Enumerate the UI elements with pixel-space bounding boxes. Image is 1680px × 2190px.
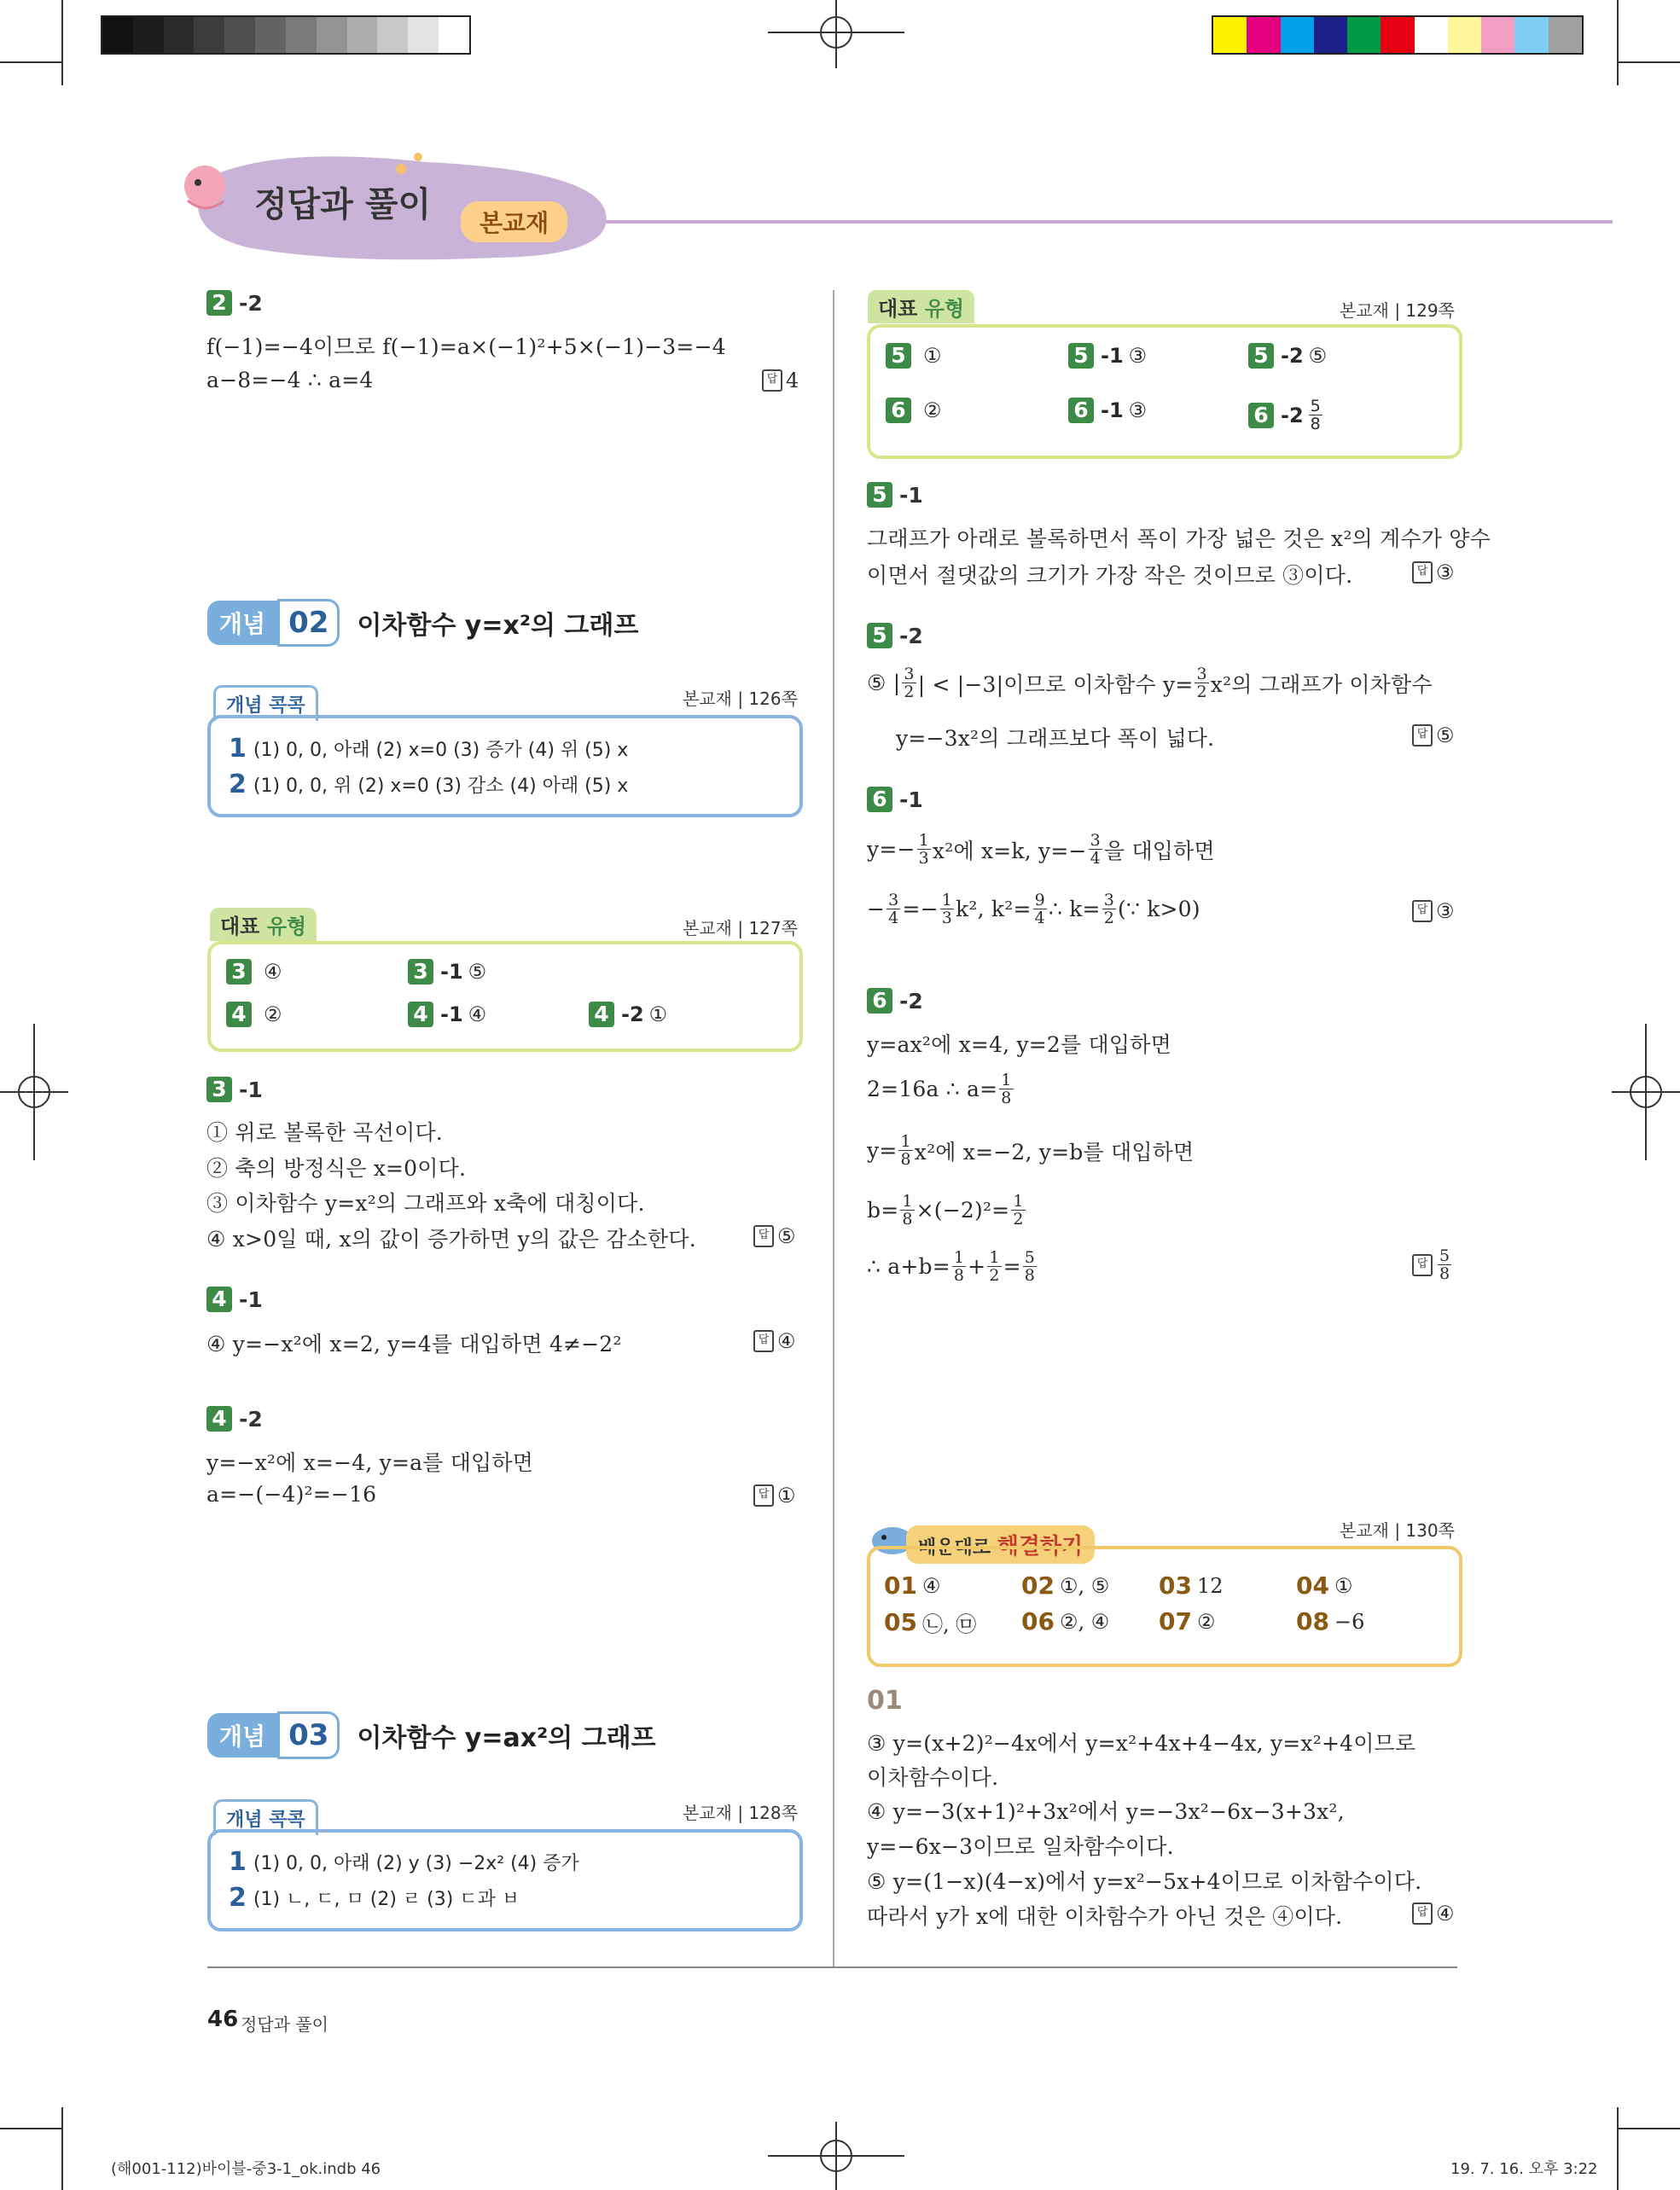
fraction: $\frac{3}{2}$ <box>1196 665 1207 701</box>
review-value: ② <box>1196 1609 1216 1634</box>
registration-mark-bottom <box>768 2122 904 2190</box>
kongkong-box <box>207 715 803 817</box>
review-cell <box>1021 1571 1109 1600</box>
review-cell <box>1021 1607 1109 1635</box>
answer-value: $\frac{5}{8}$ <box>1310 397 1321 433</box>
reference: 본교재 | 126쪽 <box>683 688 798 709</box>
review-cell <box>884 1607 976 1637</box>
solution-line: y=ax²에 x=4, y=2를 대입하면 <box>867 1032 1171 1057</box>
answer-value: ④ <box>777 1329 796 1353</box>
daepyo-tab <box>210 908 317 941</box>
tag-a: 대표 <box>220 915 260 938</box>
solution-line: ⑤ y=(1−x)(4−x)에서 y=x²−5x+4이므로 이차함수이다. <box>867 1869 1422 1894</box>
answer-value: ④ <box>468 1002 487 1026</box>
question-6-2-label <box>867 988 923 1014</box>
question-3-1-label <box>206 1077 263 1102</box>
review-number: 05 <box>884 1608 917 1636</box>
answer <box>753 1224 796 1248</box>
review-number: 06 <box>1021 1607 1055 1635</box>
question-number: 5 <box>867 482 892 508</box>
question-suffix: -1 <box>440 1002 463 1026</box>
answer-icon: 답 <box>762 369 782 392</box>
solution-line: y=−6x−3이므로 일차함수이다. <box>867 1834 1174 1859</box>
question-number: 3 <box>206 1077 232 1102</box>
page-label: 정답과 풀이 <box>241 2014 328 2035</box>
review-value: ②, ④ <box>1059 1609 1110 1634</box>
row-text: (1) 0, 0, 아래 (2) x=0 (3) 증가 (4) 위 (5) x <box>253 740 629 761</box>
answer-value: ⑤ <box>468 960 487 984</box>
crop-mark <box>61 2107 63 2190</box>
question-5-1-label <box>867 482 923 508</box>
daepyo-tab <box>868 290 974 323</box>
answer-value: 4 <box>786 369 799 392</box>
answer-cell <box>1068 398 1147 423</box>
solution-line: y=− $\frac{1}{3}$ x²에 x=k, y=− $\frac{3}{4}$ 을 대입하면 <box>867 831 1215 868</box>
question-number: 5 <box>1068 343 1094 369</box>
answer-icon: 답 <box>1412 1902 1433 1925</box>
review-number: 03 <box>1159 1571 1192 1600</box>
solution-line: 따라서 y가 x에 대한 이차함수가 아닌 것은 ④이다. <box>867 1904 1343 1929</box>
question-suffix: -1 <box>1101 344 1124 368</box>
review-cell <box>1296 1571 1352 1600</box>
question-01-label: 01 <box>867 1686 903 1716</box>
review-value: ①, ⑤ <box>1059 1573 1110 1598</box>
answer-cell <box>886 343 942 369</box>
answer-value: ④ <box>1436 1902 1455 1926</box>
review-cell <box>1296 1607 1364 1635</box>
question-4-1-label <box>206 1287 263 1312</box>
row-text: (1) 0, 0, 아래 (2) y (3) −2x² (4) 증가 <box>253 1853 579 1874</box>
header-title: 정답과 풀이 <box>254 185 432 224</box>
review-value: −6 <box>1334 1609 1365 1634</box>
tag-a: 대표 <box>878 297 918 321</box>
question-number: 4 <box>206 1287 232 1312</box>
reference: 본교재 | 130쪽 <box>1340 1520 1455 1541</box>
solution-line: 이면서 절댓값의 크기가 가장 작은 것이므로 ③이다. <box>867 563 1353 588</box>
kongkong-tab: 개념 콕콕 <box>213 685 318 721</box>
concept-badge: 개념 <box>207 601 277 645</box>
fraction: $\frac{3}{2}$ <box>904 665 915 701</box>
answer <box>1412 1902 1455 1926</box>
header-bar-line <box>512 220 1613 224</box>
answer-cell <box>1248 398 1324 433</box>
row-number: 2 <box>229 770 247 799</box>
crop-mark <box>0 2128 61 2129</box>
answer-value: ③ <box>1128 398 1148 422</box>
row-number: 1 <box>229 734 247 764</box>
daepyo-box <box>867 324 1462 459</box>
answer <box>1412 723 1455 747</box>
question-number: 6 <box>886 398 911 423</box>
question-number: 4 <box>226 1002 252 1027</box>
question-number: 5 <box>886 343 911 369</box>
answer-value: ④ <box>264 960 282 984</box>
concept-number: 02 <box>277 599 340 647</box>
solution-line: 그래프가 아래로 볼록하면서 폭이 가장 넓은 것은 x²의 계수가 양수 <box>867 526 1491 551</box>
answer-value: ① <box>777 1484 796 1507</box>
tag-b: 유형 <box>266 915 307 938</box>
question-suffix: -2 <box>239 290 263 316</box>
solution-line: f(−1)=−4이므로 f(−1)=a×(−1)²+5×(−1)−3=−4 <box>206 334 726 359</box>
question-suffix: -1 <box>899 787 923 812</box>
concept-heading <box>207 599 638 647</box>
question-number: 3 <box>226 959 252 985</box>
concept-badge: 개념 <box>207 1713 277 1757</box>
question-number: 4 <box>589 1002 614 1027</box>
solution-line: a=−(−4)²=−16 <box>206 1482 377 1507</box>
question-4-2-label <box>206 1406 263 1432</box>
answer-cell <box>589 1002 667 1027</box>
file-name: (해001-112)바이블-중3-1_ok.indb 46 <box>111 2160 381 2178</box>
answer-value: ① <box>648 1002 668 1026</box>
question-suffix: -1 <box>899 482 923 508</box>
solution-line: ① 위로 볼록한 곡선이다. <box>206 1120 443 1145</box>
solution-line: ④ y=−3(x+1)²+3x²에서 y=−3x²−6x−3+3x², <box>867 1799 1345 1824</box>
crop-mark <box>61 0 63 85</box>
crop-mark <box>1617 2107 1619 2190</box>
solution-line: ∴ a+b= $\frac{1}{8}$ + $\frac{1}{2}$ = $\frac{5}{8}$ <box>867 1248 1036 1285</box>
kongkong-row <box>229 734 628 764</box>
answer-cell <box>1068 343 1147 369</box>
crop-mark <box>1617 61 1680 63</box>
answer-cell <box>886 398 942 423</box>
question-suffix: -2 <box>899 988 923 1014</box>
answer-value: ③ <box>1128 344 1148 368</box>
answer-value: ② <box>264 1002 282 1026</box>
reference: 본교재 | 127쪽 <box>683 918 798 938</box>
crop-mark <box>1617 2128 1680 2129</box>
solution-line: y= $\frac{1}{8}$ x²에 x=−2, y=b를 대입하면 <box>867 1132 1195 1169</box>
concept-heading <box>207 1711 656 1759</box>
registration-mark-right <box>1612 1024 1680 1160</box>
solution-line: b= $\frac{1}{8}$ ×(−2)²= $\frac{1}{2}$ <box>867 1192 1024 1229</box>
solution-line: y=−x²에 x=−4, y=a를 대입하면 <box>206 1450 534 1475</box>
row-text: (1) 0, 0, 위 (2) x=0 (3) 감소 (4) 아래 (5) x <box>253 776 629 797</box>
answer-icon: 답 <box>1412 561 1433 584</box>
answer-value: ② <box>923 398 942 422</box>
text-part: ⑤ | <box>867 671 901 695</box>
answer-value: ① <box>923 344 942 368</box>
concept-number: 03 <box>277 1711 340 1759</box>
question-5-2-label <box>867 623 923 648</box>
review-number: 07 <box>1159 1607 1192 1635</box>
answer <box>762 369 799 392</box>
review-value: 12 <box>1196 1573 1224 1598</box>
question-suffix: -2 <box>239 1406 263 1432</box>
question-number: 6 <box>867 787 892 812</box>
question-number: 4 <box>408 1002 433 1027</box>
tag-b: 유형 <box>924 297 965 321</box>
concept-title: 이차함수 y=ax²의 그래프 <box>357 1723 656 1753</box>
question-number: 6 <box>867 988 892 1014</box>
answer-icon: 답 <box>1412 724 1433 746</box>
answer-icon: 답 <box>1412 900 1433 922</box>
answer-value: ⑤ <box>777 1224 796 1248</box>
kongkong-box <box>207 1829 803 1931</box>
review-number: 08 <box>1296 1607 1329 1635</box>
kongkong-row <box>229 1883 520 1913</box>
row-text: (1) ㄴ, ㄷ, ㅁ (2) ㄹ (3) ㄷ과 ㅂ <box>253 1889 520 1910</box>
question-suffix: -1 <box>440 960 463 984</box>
answer-cell <box>226 1002 282 1027</box>
solution-line: − $\frac{3}{4}$ =− $\frac{1}{3}$ k², k²= $\frac{9}{4}$ ∴ k= $\frac{3}{2}$ (∵ k>0) <box>867 891 1200 927</box>
question-number: 6 <box>1068 398 1094 423</box>
kongkong-row <box>229 770 628 799</box>
registration-mark-left <box>0 1024 68 1160</box>
answer-cell <box>408 1002 486 1027</box>
question-2-2-label <box>206 290 263 316</box>
solution-line: 이차함수이다. <box>867 1765 999 1790</box>
answer <box>1412 561 1455 584</box>
review-value: ① <box>1334 1573 1353 1598</box>
row-number: 1 <box>229 1847 247 1877</box>
answer-value: $\frac{5}{8}$ <box>1439 1246 1450 1283</box>
answer <box>1412 1247 1453 1282</box>
review-number: 04 <box>1296 1571 1329 1600</box>
question-suffix: -2 <box>1281 344 1304 368</box>
review-value: ④ <box>921 1573 941 1598</box>
question-6-1-label <box>867 787 923 812</box>
column-divider <box>833 290 834 1966</box>
row-number: 2 <box>229 1883 247 1913</box>
question-suffix: -2 <box>899 623 923 648</box>
header-tag: 본교재 <box>461 201 567 242</box>
answer <box>1412 899 1455 923</box>
question-number: 6 <box>1248 403 1274 428</box>
solution-line: ④ x>0일 때, x의 값이 증가하면 y의 값은 감소한다. <box>206 1227 696 1252</box>
solution-line: 2=16a ∴ a= $\frac{1}{8}$ <box>867 1071 1012 1107</box>
daepyo-box <box>207 941 803 1052</box>
answer-value: ③ <box>1436 899 1455 923</box>
review-value: ㉡, ㉤ <box>921 1612 977 1636</box>
question-suffix: -1 <box>1101 398 1124 422</box>
solution-line: a−8=−4 ∴ a=4 <box>206 368 374 392</box>
answer-icon: 답 <box>753 1330 774 1352</box>
review-box <box>867 1546 1462 1667</box>
review-cell <box>1159 1571 1224 1600</box>
answer-cell <box>408 959 486 985</box>
solution-line: y=−3x²의 그래프보다 폭이 넓다. <box>896 726 1215 751</box>
solution-line: ③ y=(x+2)²−4x에서 y=x²+4x+4−4x, y=x²+4이므로 <box>867 1731 1416 1756</box>
tag-a: 배운대로 <box>918 1537 991 1559</box>
answer-cell <box>226 959 282 985</box>
reference: 본교재 | 129쪽 <box>1340 300 1455 321</box>
reference: 본교재 | 128쪽 <box>683 1803 798 1823</box>
question-suffix: -1 <box>239 1287 263 1312</box>
question-number: 5 <box>1248 343 1274 369</box>
solution-line <box>867 665 1433 700</box>
answer-value: ⑤ <box>1436 723 1455 747</box>
answer-icon: 답 <box>753 1225 774 1247</box>
solution-line: ④ y=−x²에 x=2, y=4를 대입하면 4≠−2² <box>206 1332 622 1356</box>
question-number: 3 <box>408 959 433 985</box>
solution-line: ③ 이차함수 y=x²의 그래프와 x축에 대칭이다. <box>206 1191 645 1216</box>
crop-mark <box>0 61 61 63</box>
answer <box>753 1329 796 1353</box>
footer-rule <box>207 1966 1457 1968</box>
text-part: x²의 그래프가 이차함수 <box>1210 671 1433 697</box>
answer-icon: 답 <box>753 1484 774 1507</box>
review-cell <box>1159 1607 1215 1635</box>
answer-cell <box>1248 343 1327 369</box>
solution-line: ② 축의 방정식은 x=0이다. <box>206 1156 467 1181</box>
review-number: 01 <box>884 1571 917 1600</box>
registration-mark-top <box>768 0 904 68</box>
question-suffix: -2 <box>621 1002 644 1026</box>
answer-value: ⑤ <box>1308 344 1328 368</box>
answer-value: ③ <box>1436 561 1455 584</box>
page-number: 46 <box>207 2007 239 2032</box>
question-number: 4 <box>206 1406 232 1432</box>
question-number: 2 <box>206 290 232 316</box>
kongkong-tab: 개념 콕콕 <box>213 1799 318 1835</box>
review-cell <box>884 1571 940 1600</box>
text-part: | < |−3|이므로 이차함수 y= <box>917 671 1194 697</box>
question-suffix: -1 <box>239 1077 263 1102</box>
answer-icon: 답 <box>1412 1254 1433 1276</box>
crop-mark <box>1617 0 1619 85</box>
question-suffix: -2 <box>1281 403 1304 427</box>
tag-b: 해결하기 <box>997 1534 1084 1560</box>
question-number: 5 <box>867 623 892 648</box>
print-date: 19. 7. 16. 오후 3:22 <box>1450 2160 1598 2178</box>
color-swatch-bar <box>1212 15 1584 55</box>
review-number: 02 <box>1021 1571 1055 1600</box>
answer <box>753 1484 796 1507</box>
concept-title: 이차함수 y=x²의 그래프 <box>357 611 639 641</box>
kongkong-row <box>229 1847 579 1877</box>
gray-swatch-bar <box>101 15 471 55</box>
